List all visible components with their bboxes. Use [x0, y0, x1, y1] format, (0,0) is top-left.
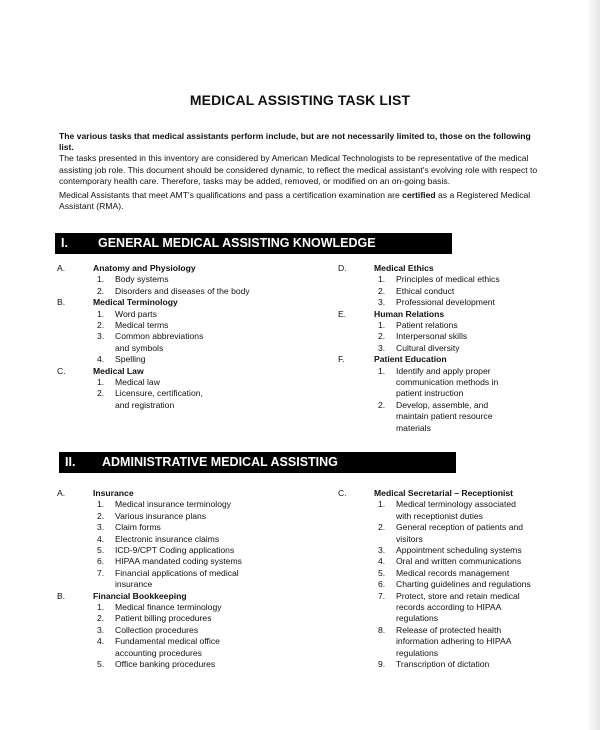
task-item [338, 297, 538, 308]
item-number: 3. [378, 342, 386, 353]
task-item [57, 613, 277, 624]
task-item [57, 568, 241, 591]
task-group [57, 297, 277, 365]
task-item [57, 377, 277, 388]
task-item [57, 534, 277, 545]
item-text: Body systems [115, 274, 169, 285]
item-number: 2. [97, 320, 105, 331]
item-text: ICD-9/CPT Coding applications [115, 545, 235, 556]
group-letter: A. [57, 488, 66, 498]
certification-text-bold: certified [402, 190, 436, 200]
item-number: 9. [378, 659, 386, 670]
task-item [338, 366, 514, 400]
task-item [57, 331, 207, 354]
group-title: Insurance [93, 488, 134, 498]
item-text: General reception of patients and visitors [396, 522, 524, 544]
task-item [57, 636, 233, 659]
item-number: 1. [378, 499, 386, 510]
item-number: 2. [378, 399, 386, 410]
task-item [57, 602, 277, 613]
item-text: Principles of medical ethics [396, 274, 500, 285]
task-item [338, 400, 522, 434]
item-text: Word parts [115, 308, 157, 319]
item-number: 1. [378, 365, 386, 376]
task-item [338, 591, 526, 625]
certification-note [59, 190, 539, 212]
item-number: 5. [378, 567, 386, 578]
group-letter: C. [57, 365, 66, 376]
task-item [338, 331, 538, 342]
group-title: Medical Terminology [93, 297, 178, 308]
section-2-left-column [57, 488, 277, 671]
item-text: Patient billing procedures [115, 613, 212, 624]
item-text: Develop, assemble, and maintain patient resource materials [396, 399, 493, 433]
task-item [57, 625, 277, 636]
item-number: 6. [97, 556, 105, 567]
item-number: 3. [97, 522, 105, 533]
section-numeral: I. [61, 236, 68, 250]
item-text: Medical finance terminology [115, 602, 222, 613]
item-number: 4. [97, 533, 105, 544]
group-title: Financial Bookkeeping [93, 590, 187, 601]
item-number: 2. [378, 331, 386, 342]
section-heading: ADMINISTRATIVE MEDICAL ASSISTING [102, 455, 338, 469]
task-item [57, 545, 277, 556]
item-text: Disorders and diseases of the body [115, 285, 250, 296]
item-text: Identify and apply proper communication methods in patient instruction [396, 365, 499, 399]
task-item [57, 556, 277, 567]
task-item [57, 499, 277, 510]
item-text: Protect, store and retain medical records according to HIPAA regulations [396, 590, 520, 624]
item-number: 4. [97, 354, 105, 365]
section-1-right-column [338, 263, 538, 434]
task-group [57, 488, 277, 591]
group-title: Medical Secretarial – Receptionist [374, 488, 513, 498]
task-group [338, 309, 538, 355]
section-heading-bar [55, 233, 452, 254]
task-item [57, 320, 277, 331]
item-number: 1. [97, 377, 105, 388]
item-text: Common abbreviations and symbols [115, 331, 204, 353]
item-number: 3. [97, 624, 105, 635]
task-item [338, 625, 520, 659]
task-item [338, 568, 538, 579]
task-item [57, 659, 277, 670]
item-text: Spelling [115, 354, 146, 365]
item-number: 3. [97, 331, 105, 342]
item-text: Medical insurance terminology [115, 499, 232, 510]
item-text: Medical records management [396, 567, 510, 578]
section-heading: GENERAL MEDICAL ASSISTING KNOWLEDGE [98, 236, 376, 250]
item-number: 8. [378, 624, 386, 635]
section-numeral: II. [65, 455, 76, 469]
item-number: 1. [97, 274, 105, 285]
group-letter: D. [338, 263, 347, 273]
item-number: 1. [97, 602, 105, 613]
item-text: Medical terminology associated with receptionist duties [396, 499, 516, 521]
task-item [57, 388, 219, 411]
group-title: Medical Ethics [374, 263, 434, 273]
item-number: 7. [97, 567, 105, 578]
task-item [57, 522, 277, 533]
item-number: 4. [378, 556, 386, 567]
item-number: 2. [97, 510, 105, 521]
task-group [338, 354, 538, 434]
item-text: Patient relations [396, 320, 458, 331]
item-text: Medical terms [115, 320, 169, 331]
item-text: Financial applications of medical insurance [115, 567, 239, 590]
task-item [57, 511, 277, 522]
item-text: Ethical conduct [396, 285, 455, 296]
section-1-left-column [57, 263, 277, 411]
task-item [338, 286, 538, 297]
section-2-right-column [338, 488, 538, 671]
group-title: Patient Education [374, 354, 447, 365]
item-number: 4. [97, 636, 105, 647]
item-text: Transcription of dictation [396, 659, 490, 670]
item-number: 2. [378, 522, 386, 533]
item-text: Charting guidelines and regulations [396, 579, 531, 590]
task-item [338, 343, 538, 354]
task-item [57, 309, 277, 320]
item-text: Professional development [396, 297, 495, 308]
task-item [338, 499, 532, 522]
task-item [57, 286, 277, 297]
group-letter: B. [57, 590, 66, 601]
item-text: Electronic insurance claims [115, 533, 220, 544]
item-text: Oral and written communications [396, 556, 522, 567]
item-number: 5. [97, 659, 105, 670]
task-item [338, 522, 524, 545]
item-text: Various insurance plans [115, 510, 207, 521]
task-group [338, 263, 538, 309]
task-item [338, 659, 538, 670]
group-letter: A. [57, 263, 66, 273]
task-group [57, 366, 277, 412]
item-number: 3. [378, 297, 386, 308]
item-number: 2. [97, 285, 105, 296]
group-title: Anatomy and Physiology [93, 263, 196, 273]
group-letter: B. [57, 297, 66, 308]
page-title: MEDICAL ASSISTING TASK LIST [189, 92, 411, 108]
item-text: HIPAA mandated coding systems [115, 556, 242, 567]
intro-paragraph [59, 131, 539, 187]
page-edge-shadow [586, 0, 600, 730]
group-letter: C. [338, 488, 347, 498]
item-number: 2. [378, 285, 386, 296]
item-number: 1. [378, 274, 386, 285]
task-item [338, 545, 538, 556]
certification-text-post: as a Registered Medical Assistant (RMA). [59, 190, 531, 212]
item-text: Collection procedures [115, 624, 199, 635]
task-item [338, 320, 538, 331]
task-item [338, 579, 538, 590]
section-heading-bar [59, 452, 456, 473]
item-number: 7. [378, 590, 386, 601]
item-number: 3. [378, 545, 386, 556]
group-title: Human Relations [374, 308, 445, 319]
task-item [57, 274, 277, 285]
intro-bold-line: The various tasks that medical assistants perform include, but are not necessarily limited to, those on the following list. [59, 131, 531, 153]
task-item [57, 354, 277, 365]
certification-text-pre: Medical Assistants that meet AMT's qualifications and pass a certification examination are [59, 190, 403, 200]
item-text: Cultural diversity [396, 342, 460, 353]
item-text: Claim forms [115, 522, 161, 533]
item-number: 5. [97, 545, 105, 556]
item-number: 1. [97, 499, 105, 510]
item-text: Medical law [115, 377, 160, 388]
item-text: Release of protected health information adhering to HIPAA regulations [396, 624, 511, 658]
group-letter: F. [338, 354, 345, 365]
task-item [338, 556, 538, 567]
item-text: Licensure, certification, and registration [115, 388, 203, 410]
item-number: 1. [378, 320, 386, 331]
task-item [338, 274, 538, 285]
task-group [338, 488, 538, 671]
item-number: 2. [97, 613, 105, 624]
item-text: Office banking procedures [115, 659, 216, 670]
item-text: Interpersonal skills [396, 331, 468, 342]
intro-body: The tasks presented in this inventory are considered by American Medical Technologists to be representative of the medical assisting job role. This document should be considered dynamic, to reflect the medical assistant's evolving role with respect to contemporary health care. Therefore, tasks may be added, removed, or modified on an on-going basis. [59, 153, 538, 186]
item-number: 6. [378, 579, 386, 590]
item-number: 2. [97, 388, 105, 399]
item-text: Appointment scheduling systems [396, 545, 522, 556]
group-letter: E. [338, 308, 347, 319]
task-group [57, 263, 277, 297]
item-text: Fundamental medical office accounting procedures [115, 636, 220, 658]
task-group [57, 591, 277, 671]
group-title: Medical Law [93, 365, 144, 376]
item-number: 1. [97, 308, 105, 319]
